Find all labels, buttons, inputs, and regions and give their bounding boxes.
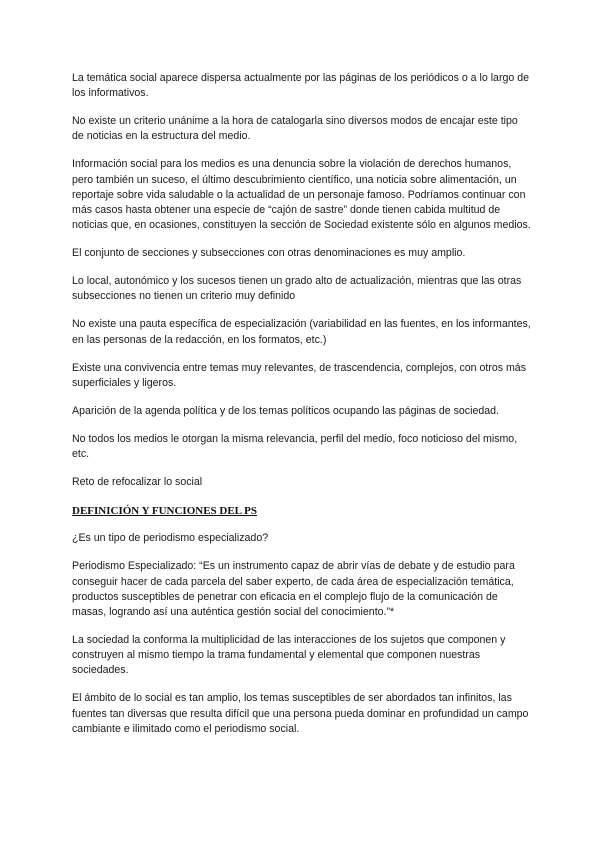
paragraph-sociedad-interacciones: La sociedad la conforma la multiplicidad de las interacciones de los sujetos que componen y construyen al mismo tiempo la trama fundamental y elemental que componen nuestras sociedades. xyxy=(72,634,506,677)
paragraph-reto-refocalizar: Reto de refocalizar lo social xyxy=(72,476,203,489)
paragraph-criterio-unanime: No existe un criterio unánime a la hora de catalogarla sino diversos modos de encajar este tipo de noticias en la estructura del medio. xyxy=(72,115,518,143)
document-body xyxy=(72,71,532,750)
paragraph-secciones-subsecciones: El conjunto de secciones y subsecciones con otras denominaciones es muy amplio. xyxy=(72,247,466,260)
paragraph-pauta-especializacion: No existe una pauta específica de especialización (variabilidad en las fuentes, en los informantes, en las personas de la redacción, en los formatos, etc.) xyxy=(72,318,531,346)
paragraph-pregunta-especializado: ¿Es un tipo de periodismo especializado? xyxy=(72,532,269,545)
paragraph-tematica-dispersa: La temática social aparece dispersa actualmente por las páginas de los periódicos o a lo largo de los informativos. xyxy=(72,72,529,100)
paragraph-agenda-politica: Aparición de la agenda política y de los temas políticos ocupando las páginas de sociedad. xyxy=(72,404,499,417)
paragraph-convivencia-temas: Existe una convivencia entre temas muy relevantes, de trascendencia, complejos, con otros más superficiales y ligeros. xyxy=(72,361,526,389)
paragraph-local-autonomico: Lo local, autonómico y los sucesos tienen un grado alto de actualización, mientras que las otras subsecciones no tienen un criterio muy definido xyxy=(72,275,522,303)
paragraph-relevancia-medios: No todos los medios le otorgan la misma relevancia, perfil del medio, foco noticioso del mismo, etc. xyxy=(72,432,518,461)
paragraph-ambito-social: El ámbito de lo social es tan amplio, los temas susceptibles de ser abordados tan infinitos, las fuentes tan diversas que resulta difícil que una persona pueda dominar en profundidad un campo cambiante e ilimitado como el periodismo social. xyxy=(72,692,529,735)
paragraph-informacion-social: Información social para los medios es una denuncia sobre la violación de derechos humanos, pero también un suceso, el último descubrimiento científico, una noticia sobre alimentación, un reportaje sobre vida saludable o la actualidad de un personaje famoso. Podríamos continuar con más casos hasta obtener una especie de “cajón de sastre” donde tienen cabida multitud de noticias que, en ocasiones, constituyen la sección de Sociedad existente sólo en algunos medios. xyxy=(72,158,531,232)
paragraph-definicion-periodismo: Periodismo Especializado: “Es un instrumento capaz de abrir vías de debate y de estudio para conseguir hacer de cada parcela del saber experto, de cada área de especialización temática, productos susceptibles de penetrar con eficacia en el complejo flujo de la comunicación de masas, logrando así una auténtica gestión social del conocimiento.”* xyxy=(72,560,515,619)
section-heading: DEFINICIÓN Y FUNCIONES DEL PS xyxy=(72,505,257,518)
